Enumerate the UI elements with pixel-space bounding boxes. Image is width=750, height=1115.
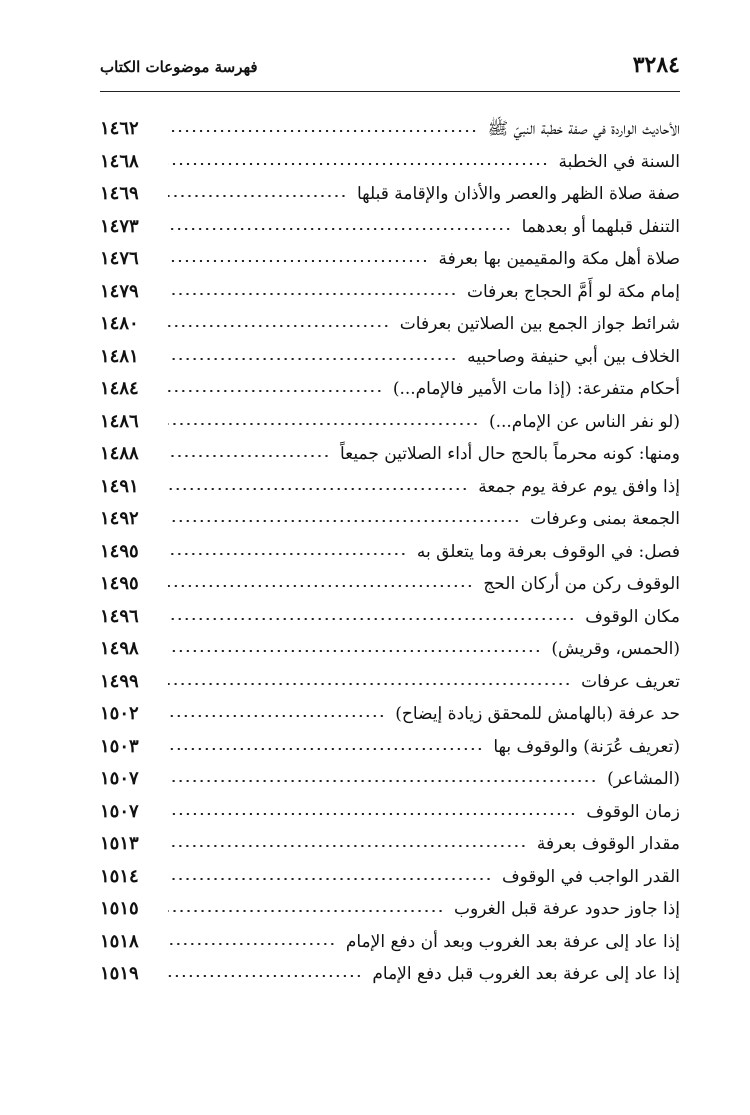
page-header	[100, 50, 680, 88]
toc-entry-page: ١٥٠٢	[100, 703, 139, 725]
toc-entry-title: (الحمس، وقريش)	[551, 639, 680, 660]
dot-leader	[168, 163, 549, 165]
dot-leader	[168, 748, 483, 750]
toc-entry	[100, 828, 680, 861]
toc-entry-title: صفة صلاة الظهر والعصر والأذان والإقامة قبلها	[356, 184, 680, 205]
toc-entry	[100, 211, 680, 244]
toc-entry-page: ١٤٨١	[100, 345, 139, 367]
toc-entry-page: ١٥١٥	[100, 898, 139, 920]
toc-entry	[100, 861, 680, 894]
toc-entry-page: ١٤٨٠	[100, 313, 139, 335]
toc-entry-page: ١٤٨٦	[100, 410, 139, 432]
toc-entry-page: ١٥٠٧	[100, 768, 139, 790]
toc-entry-page: ١٥١٩	[100, 963, 139, 985]
toc-entry	[100, 601, 680, 634]
toc-entry	[100, 178, 680, 211]
toc-entry	[100, 373, 680, 406]
dot-leader	[168, 488, 468, 490]
dot-leader	[168, 293, 457, 295]
toc-entry-page: ١٤٩٩	[100, 670, 139, 692]
dot-leader	[168, 260, 428, 262]
toc-entry	[100, 536, 680, 569]
toc-entry	[100, 113, 680, 146]
toc-entry-title: القدر الواجب في الوقوف	[502, 866, 680, 887]
toc-entry-title: الوقوف ركن من أركان الحج	[483, 574, 680, 595]
toc-entry-title: السنة في الخطبة	[558, 151, 680, 172]
dot-leader	[168, 943, 336, 945]
dot-leader	[168, 130, 478, 132]
dot-leader	[168, 618, 575, 620]
toc-entry	[100, 698, 680, 731]
toc-entry-page: ١٤٦٨	[100, 150, 139, 172]
toc-entry-title: مقدار الوقوف بعرفة	[536, 834, 680, 855]
dot-leader	[168, 455, 330, 457]
toc-entry-page: ١٥١٤	[100, 865, 139, 887]
dot-leader	[168, 553, 407, 555]
toc-entry-page: ١٥٠٧	[100, 800, 139, 822]
toc-entry-title: صلاة أهل مكة والمقيمين بها بعرفة	[438, 249, 680, 270]
dot-leader	[168, 683, 571, 685]
toc-entry	[100, 243, 680, 276]
toc-entry	[100, 308, 680, 341]
dot-leader	[168, 585, 473, 587]
toc-entry-page: ١٤٩٥	[100, 573, 139, 595]
dot-leader	[168, 813, 576, 815]
toc-entry-page: ١٥٠٣	[100, 735, 139, 757]
toc-entry-title: (تعريف عُرَنة) والوقوف بها	[493, 736, 680, 757]
dot-leader	[168, 878, 492, 880]
dot-leader	[168, 910, 444, 912]
toc-entry-title: فصل: في الوقوف بعرفة وما يتعلق به	[416, 541, 680, 562]
toc-entry-page: ١٤٦٩	[100, 183, 139, 205]
toc-entry-title: إذا عاد إلى عرفة بعد الغروب وبعد أن دفع الإمام	[345, 931, 680, 952]
toc-entry	[100, 731, 680, 764]
dot-leader	[168, 390, 383, 392]
toc-entry-title: تعريف عرفات	[581, 671, 680, 692]
toc-entry-page: ١٤٦٢	[100, 118, 139, 140]
dot-leader	[168, 358, 457, 360]
toc-entry	[100, 926, 680, 959]
toc-entry-page: ١٤٧٦	[100, 248, 139, 270]
toc-entry-page: ١٤٩٥	[100, 540, 139, 562]
toc-entry-page: ١٤٧٣	[100, 215, 139, 237]
toc-entry	[100, 146, 680, 179]
toc-entry	[100, 568, 680, 601]
toc-entry-title: الأحاديث الواردة في صفة خطبة النبيّ ﷺ	[487, 119, 680, 140]
toc-entry-title: (لو نفر الناس عن الإمام...)	[488, 411, 680, 432]
toc-entry	[100, 666, 680, 699]
dot-leader	[168, 780, 597, 782]
toc-entry-title: إذا عاد إلى عرفة بعد الغروب قبل دفع الإمام	[372, 964, 680, 985]
toc-entry-page: ١٤٩٢	[100, 508, 139, 530]
running-title: فهرسة موضوعات الكتاب	[100, 58, 258, 76]
toc-entry-title: إذا جاوز حدود عرفة قبل الغروب	[454, 899, 680, 920]
header-rule	[100, 91, 680, 92]
toc-entry-title: ومنها: كونه محرماً بالحج حال أداء الصلاتين جميعاً	[339, 444, 680, 465]
toc-entry	[100, 471, 680, 504]
toc-entry-page: ١٤٨٨	[100, 443, 139, 465]
toc-entry-title: إذا وافق يوم عرفة يوم جمعة	[478, 476, 680, 497]
toc-entry-page: ١٤٩١	[100, 475, 139, 497]
dot-leader	[168, 650, 541, 652]
toc-entry-title: شرائط جواز الجمع بين الصلاتين بعرفات	[399, 314, 680, 335]
toc-entry	[100, 276, 680, 309]
toc-entry-page: ١٤٩٦	[100, 605, 139, 627]
toc-entry-title: (المشاعر)	[607, 769, 680, 790]
toc-entry-page: ١٥١٨	[100, 930, 139, 952]
dot-leader	[168, 195, 347, 197]
toc-entry	[100, 503, 680, 536]
toc-entry-title: زمان الوقوف	[586, 801, 680, 822]
dot-leader	[168, 845, 527, 847]
dot-leader	[168, 715, 385, 717]
dot-leader	[168, 520, 520, 522]
page-number: ٣٢٨٤	[632, 52, 680, 78]
toc-entry	[100, 893, 680, 926]
toc-entry-title: أحكام متفرعة: (إذا مات الأمير فالإمام...)	[392, 379, 680, 400]
table-of-contents	[100, 113, 680, 991]
toc-entry-title: مكان الوقوف	[585, 606, 680, 627]
toc-entry	[100, 438, 680, 471]
dot-leader	[168, 975, 362, 977]
toc-entry	[100, 763, 680, 796]
toc-entry-title: الجمعة بمنى وعرفات	[530, 509, 680, 530]
toc-entry-page: ١٤٨٤	[100, 378, 139, 400]
toc-entry	[100, 796, 680, 829]
toc-entry-title: حد عرفة (بالهامش للمحقق زيادة إيضاح)	[395, 704, 680, 725]
toc-entry	[100, 958, 680, 991]
toc-entry	[100, 341, 680, 374]
toc-entry-title: التنفل قبلهما أو بعدهما	[521, 216, 680, 237]
toc-entry-page: ١٥١٣	[100, 833, 139, 855]
dot-leader	[168, 423, 479, 425]
toc-entry	[100, 406, 680, 439]
toc-entry	[100, 633, 680, 666]
toc-entry-title: إمام مكة لو أَمَّ الحجاج بعرفات	[467, 281, 680, 302]
dot-leader	[168, 228, 512, 230]
toc-entry-page: ١٤٩٨	[100, 638, 139, 660]
toc-entry-page: ١٤٧٩	[100, 280, 139, 302]
dot-leader	[168, 325, 390, 327]
toc-entry-title: الخلاف بين أبي حنيفة وصاحبيه	[467, 346, 680, 367]
